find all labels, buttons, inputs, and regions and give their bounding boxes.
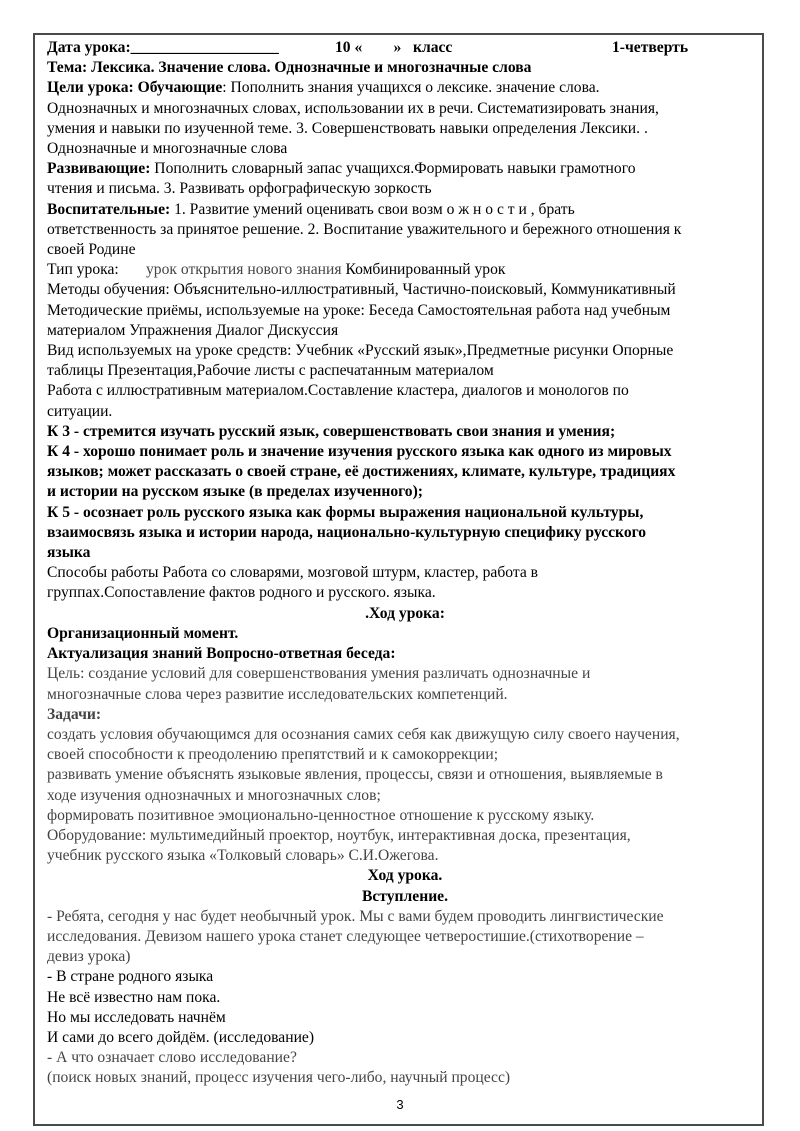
goals-line-4: Однозначные и многозначные слова <box>47 140 288 158</box>
task-2-line-2: ходе изучения однозначных и многозначных слов; <box>47 786 381 804</box>
work-line-1: Работа с иллюстративным материалом.Составление кластера, диалогов и монологов по <box>47 382 629 400</box>
educational-line-3: своей Родине <box>47 241 136 259</box>
organizational-moment: Организационный момент. <box>47 624 239 642</box>
equipment-line-1: Оборудование: мультимедийный проектор, ноутбук, интерактивная доска, презентация, <box>47 826 631 844</box>
task-1-line-1: создать условия обучающимся для осознания самих себя как движущую силу своего научения, <box>47 725 680 743</box>
poem-line-4: И сами до всего дойдём. (исследование) <box>47 1028 315 1046</box>
quarter: 1-четверть <box>612 39 689 56</box>
goals-line-3: умения и навыки по изученной теме. 3. Совершенствовать навыки определения Лексики. . <box>47 119 648 137</box>
competence-k4-line-1: К 4 - хорошо понимает роль и значение изучения русского языка как одного из мировых <box>47 443 672 461</box>
intro-line-3: девиз урока) <box>47 948 131 966</box>
competence-k4-line-2: языков; может рассказать о своей стране, её достижениях, климате, культуре, традициях <box>47 463 676 481</box>
competence-k3: К 3 - стремится изучать русский язык, совершенствовать свои знания и умения; <box>47 422 616 440</box>
header-row <box>47 38 763 58</box>
competence-k4-line-3: и истории на русском языке (в пределах изученного); <box>47 483 423 501</box>
poem-line-3: Но мы исследовать начнём <box>47 1008 226 1026</box>
developing-label: Развивающие: <box>47 160 151 178</box>
competence-k5-line-2: взаимосвязь языка и истории народа, национально-культурную специфику русского <box>47 523 647 541</box>
competence-k5-line-1: К 5 - осознает роль русского языка как формы выражения национальной культуры, <box>47 503 644 521</box>
task-2-line-1: развивать умение объяснять языковые явления, процессы, связи и отношения, выявляемые в <box>47 766 663 784</box>
educational-label: Воспитательные: <box>47 200 171 218</box>
developing-line-1: Развивающие: Пополнить словарный запас учащихся.Формировать навыки грамотного <box>47 160 636 178</box>
goals-line-2: Однозначных и многозначных словах, использовании их в речи. Систематизировать знания, <box>47 99 659 117</box>
goals-line-1: Цели урока: Обучающие: Пополнить знания учащихся о лексике. значение слова. <box>47 79 600 97</box>
ways-line-1: Способы работы Работа со словарями, мозговой штурм, кластер, работа в <box>47 564 539 582</box>
class-field: 10 « » класс <box>335 39 453 56</box>
means-line-2: таблицы Презентация,Рабочие листы с распечатанным материалом <box>47 362 494 380</box>
lesson-course-heading-2: Ход урока. <box>367 867 443 885</box>
intro-line-2: исследования. Девизом нашего урока станет следующее четверостишие.(стихотворение – <box>47 927 644 945</box>
aim-line-2: многозначные слова через развитие исследовательских компетенций. <box>47 685 508 703</box>
equipment-line-2: учебник русского языка «Толковый словарь» С.И.Ожегова. <box>47 847 439 865</box>
developing-line-2: чтения и письма. 3. Развивать орфографическую зоркость <box>47 180 432 198</box>
answer: (поиск новых знаний, процесс изучения чего-либо, научный процесс) <box>47 1069 511 1087</box>
lesson-topic: Тема: Лексика. Значение слова. Однозначные и многозначные слова <box>47 59 532 77</box>
techniques-line-2: материалом Упражнения Диалог Дискуссия <box>47 321 339 339</box>
lesson-type: Тип урока: урок открытия нового знания Комбинированный урок <box>47 261 506 279</box>
lesson-course-heading: .Ход урока: <box>365 604 445 622</box>
knowledge-actualization: Актуализация знаний Вопросно-ответная беседа: <box>47 645 396 663</box>
task-1-line-2: своей способности к преодолению препятствий и к самокоррекции; <box>47 746 499 764</box>
poem-line-1: - В стране родного языка <box>47 968 214 986</box>
tasks-label: Задачи: <box>47 705 102 723</box>
lesson-plan <box>47 38 763 1089</box>
ways-line-2: группах.Сопоставление фактов родного и русского. языка. <box>47 584 436 602</box>
intro-heading: Вступление. <box>361 887 449 905</box>
educational-line-2: ответственность за принятое решение. 2. Воспитание уважительного и бережного отношения к <box>47 220 682 238</box>
intro-line-1: - Ребята, сегодня у нас будет необычный урок. Мы с вами будем проводить лингвистические <box>47 907 664 925</box>
means-line-1: Вид используемых на уроке средств: Учебник «Русский язык»,Предметные рисунки Опорные <box>47 342 674 360</box>
teaching-methods: Методы обучения: Объяснительно-иллюстративный, Частично-поисковый, Коммуникативный <box>47 281 676 299</box>
goals-label: Цели урока: Обучающие <box>47 79 223 97</box>
question: - А что означает слово исследование? <box>47 1049 297 1067</box>
educational-line-1: Воспитательные: 1. Развитие умений оценивать свои возм о ж н о с т и , брать <box>47 200 575 218</box>
page-number: 3 <box>396 1097 404 1112</box>
competence-k5-line-3: языка <box>47 544 91 562</box>
poem-line-2: Не всё известно нам пока. <box>47 988 221 1006</box>
lesson-date: Дата урока:___________________ <box>47 39 279 56</box>
work-line-2: ситуации. <box>47 402 113 420</box>
aim-line-1: Цель: создание условий для совершенствования умения различать однозначные и <box>47 665 591 683</box>
task-3: формировать позитивное эмоционально-ценностное отношение к русскому языку. <box>47 806 595 824</box>
techniques-line-1: Методические приёмы, используемые на уроке: Беседа Самостоятельная работа над учебным <box>47 301 671 319</box>
